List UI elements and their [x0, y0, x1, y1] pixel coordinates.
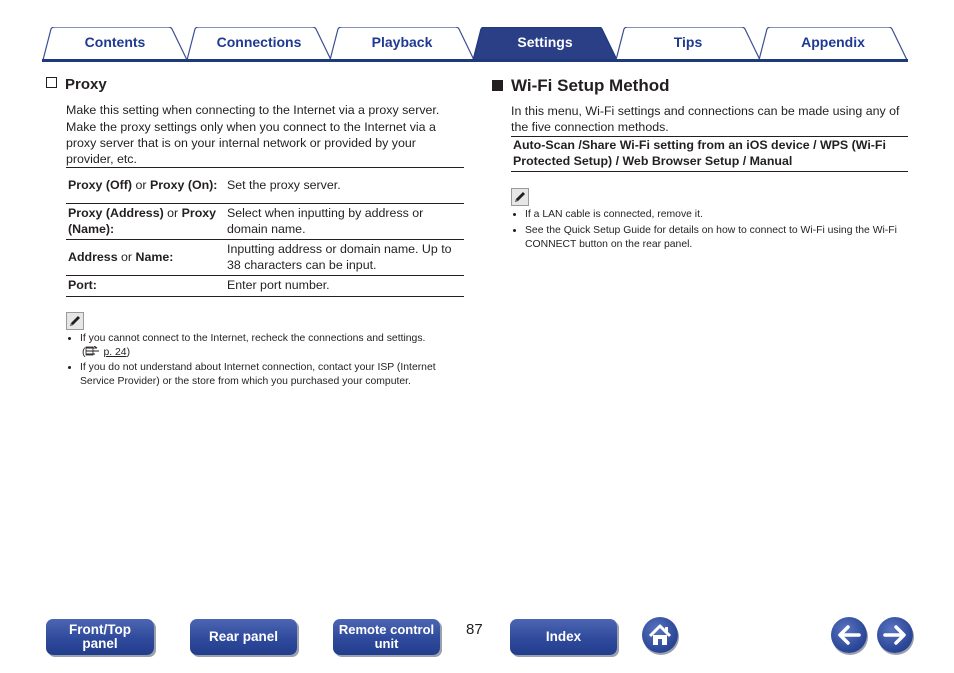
table-cell-label: Proxy (Off) or Proxy (On): — [66, 168, 225, 204]
page-reference-icon — [85, 346, 103, 356]
note-text: If a LAN cable is connected, remove it. — [525, 209, 703, 220]
note-text: See the Quick Setup Guide for details on how to connect to Wi-Fi using the Wi-Fi CONNECT button on the rear panel. — [525, 225, 897, 250]
tab-connections[interactable] — [186, 27, 332, 60]
button-label: Rear panel — [208, 629, 279, 644]
forward-button[interactable] — [877, 617, 913, 653]
pencil-note-icon — [511, 188, 529, 206]
wifi-heading-text: Wi-Fi Setup Method — [511, 76, 670, 95]
table-cell-label: Proxy (Address) or Proxy (Name): — [66, 204, 225, 240]
note-text: If you do not understand about Internet connection, contact your ISP (Internet Service Provider) or the store from which you purchased your computer. — [80, 362, 436, 387]
table-cell-desc: Set the proxy server. — [225, 168, 464, 204]
checkbox-bullet-icon — [46, 77, 57, 88]
page-number: 87 — [466, 621, 483, 638]
tab-underline — [42, 59, 908, 62]
rear-panel-button[interactable] — [190, 619, 297, 655]
remote-control-unit-button[interactable] — [333, 619, 440, 655]
tab-settings[interactable] — [472, 27, 618, 60]
tab-contents[interactable] — [42, 27, 188, 60]
proxy-note-1: If you cannot connect to the Internet, recheck the connections and settings. ( p. 24) — [68, 332, 468, 360]
note-text: If you cannot connect to the Internet, recheck the connections and settings. — [80, 333, 426, 344]
table-cell-desc: Enter port number. — [225, 276, 464, 297]
proxy-paragraph-1: Make this setting when connecting to the Internet via a proxy server. — [66, 103, 440, 117]
table-cell-label: Address or Name: — [66, 240, 225, 276]
proxy-heading — [46, 76, 107, 93]
table-row — [66, 204, 464, 240]
square-bullet-icon — [492, 80, 503, 91]
home-icon — [642, 617, 678, 653]
proxy-settings-table — [66, 167, 464, 297]
wifi-heading — [492, 76, 670, 96]
table-cell-desc: Select when inputting by address or domain name. — [225, 204, 464, 240]
button-label: Index — [545, 629, 582, 644]
tab-label: Settings — [517, 34, 573, 50]
pencil-note-icon — [66, 312, 84, 330]
arrow-right-icon — [877, 617, 913, 653]
bullet-icon — [513, 213, 516, 216]
bullet-icon — [68, 366, 71, 369]
table-row — [66, 240, 464, 276]
bullet-icon — [513, 229, 516, 232]
wifi-methods: Auto-Scan /Share Wi-Fi setting from an iOS device / WPS (Wi-Fi Protected Setup) / Web Browser Setup / Manual — [511, 136, 908, 172]
front-top-panel-button[interactable] — [46, 619, 154, 655]
button-label: Remote control unit — [338, 622, 435, 651]
tab-label: Contents — [84, 34, 146, 50]
tab-label: Playback — [371, 34, 433, 50]
tab-tips[interactable] — [615, 27, 761, 60]
tab-appendix[interactable] — [758, 27, 908, 60]
table-row — [66, 276, 464, 297]
table-cell-desc: Inputting address or domain name. Up to 38 characters can be input. — [225, 240, 464, 276]
tab-label: Tips — [673, 34, 703, 50]
wifi-intro: In this menu, Wi-Fi settings and connections can be made using any of the five connection methods. — [511, 104, 900, 134]
proxy-paragraph-2: Make the proxy settings only when you connect to the Internet via a proxy server that is on your internal network or provided by your provider, etc. — [66, 120, 436, 166]
tab-label: Connections — [216, 34, 302, 50]
tab-label: Appendix — [801, 34, 865, 50]
button-label: Front/Top panel — [69, 622, 131, 651]
arrow-left-icon — [831, 617, 867, 653]
wifi-note-1 — [513, 208, 903, 223]
proxy-note-2 — [68, 361, 460, 389]
back-button[interactable] — [831, 617, 867, 653]
page-link[interactable]: p. 24 — [103, 347, 127, 358]
tab-playback[interactable] — [329, 27, 475, 60]
wifi-note-2 — [513, 224, 903, 252]
bullet-icon — [68, 337, 71, 340]
table-row — [66, 168, 464, 204]
table-cell-label: Port: — [66, 276, 225, 297]
index-button[interactable] — [510, 619, 617, 655]
home-button[interactable] — [642, 617, 678, 653]
proxy-heading-text: Proxy — [65, 76, 107, 93]
